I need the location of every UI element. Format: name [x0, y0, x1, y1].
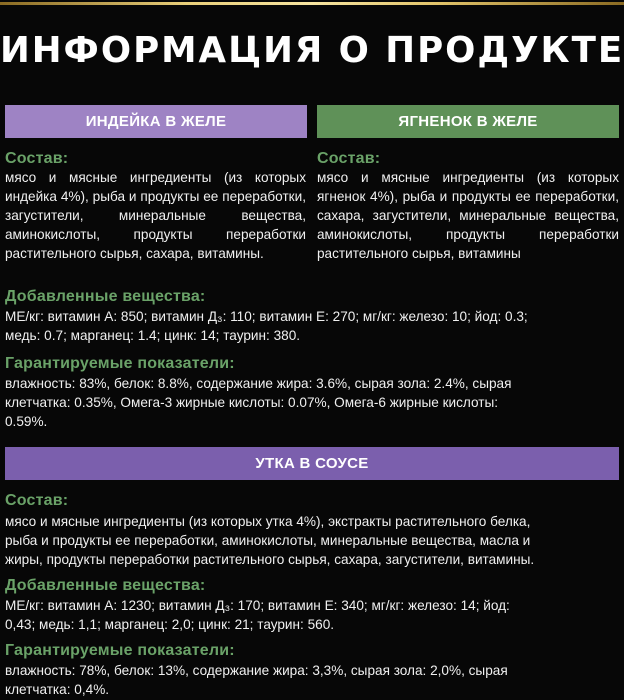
jelly-guaranteed-line-3: 0.59%. [5, 414, 48, 429]
jelly-additives-heading: Добавленные вещества: [5, 288, 206, 305]
duck-sauce-banner: УТКА В СОУСЕ [5, 447, 619, 480]
duck-guaranteed-line-1: влажность: 78%, белок: 13%, содержание жира: 3,3%, сырая зола: 2,0%, сырая [5, 663, 508, 678]
duck-composition-line-1: мясо и мясные ингредиенты (из которых утка 4%), экстракты растительного белка, [5, 514, 531, 529]
jelly-guaranteed-heading: Гарантируемые показатели: [5, 355, 235, 372]
duck-additives-line-2: 0,43; медь: 1,1; марганец: 2,0; цинк: 21; таурин: 560. [5, 617, 335, 632]
page-title: ИНФОРМАЦИЯ О ПРОДУКТЕ [0, 30, 624, 71]
duck-guaranteed-heading: Гарантируемые показатели: [5, 642, 235, 659]
duck-guaranteed-line-2: клетчатка: 0,4%. [5, 682, 110, 697]
duck-additives-heading: Добавленные вещества: [5, 577, 206, 594]
jelly-guaranteed-line-1: влажность: 83%, белок: 8.8%, содержание жира: 3.6%, сырая зола: 2.4%, сырая [5, 376, 512, 391]
lamb-composition-text: мясо и мясные ингредиенты (из которых ягненок 4%), рыба и продукты ее переработки, сахара, загустители, минеральные вещества, аминокислоты, продукты переработки растительного сырья, витамины [317, 170, 619, 261]
jelly-additives-line-1: МЕ/кг: витамин А: 850; витамин Д₃: 110; витамин Е: 270; мг/кг: железо: 10; йод: 0.3; [5, 309, 528, 324]
duck-composition-line-3: жиры, продукты переработки растительного сырья, сахара, загустители, витамины. [5, 552, 535, 567]
jelly-additives-line-2: медь: 0.7; марганец: 1.4; цинк: 14; таурин: 380. [5, 328, 301, 343]
lamb-jelly-banner: ЯГНЕНОК В ЖЕЛЕ [317, 105, 619, 138]
turkey-jelly-banner: ИНДЕЙКА В ЖЕЛЕ [5, 105, 307, 138]
lamb-composition-heading: Состав: [317, 150, 381, 167]
jelly-guaranteed-line-2: клетчатка: 0.35%, Омега-3 жирные кислоты: 0.07%, Омега-6 жирные кислоты: [5, 395, 499, 410]
gold-divider-line [0, 2, 624, 5]
duck-additives-line-1: МЕ/кг: витамин А: 1230; витамин Д₃: 170; витамин Е: 340; мг/кг: железо: 14; йод: [5, 598, 510, 613]
duck-composition-line-2: рыба и продукты ее переработки, аминокислоты, минеральные вещества, масла и [5, 533, 531, 548]
turkey-composition-heading: Состав: [5, 150, 69, 167]
turkey-composition-text: мясо и мясные ингредиенты (из которых индейка 4%), рыба и продукты ее переработки, загустители, минеральные вещества, аминокислоты, продукты переработки растительного сырья, сахара, витамины. [5, 170, 306, 261]
duck-composition-heading: Состав: [5, 492, 69, 509]
